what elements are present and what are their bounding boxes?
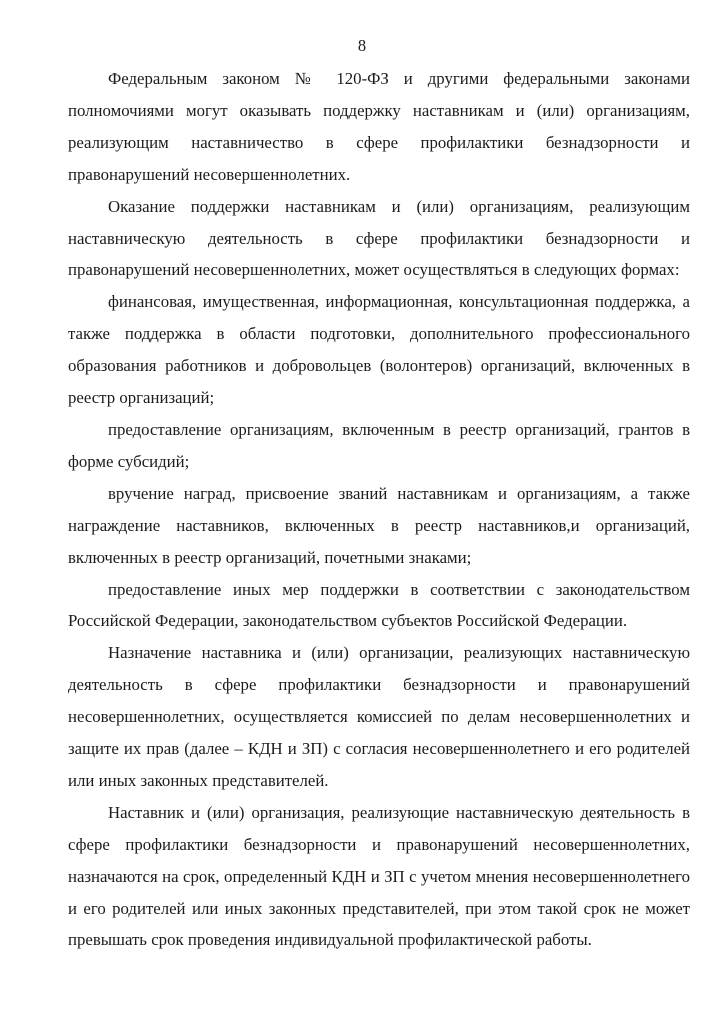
paragraph: финансовая, имущественная, информационная, консультационная поддержка, а также поддержка в области подготовки, дополнительного профессионального образования работников и добровольцев (волонтеров) организаций, включенных в реестр организаций;	[68, 292, 690, 408]
paragraph: вручение наград, присвоение званий наставникам и организациям, а также награждение наставников, включенных в реестр наставников,и организаций, включенных в реестр организаций, почетными знаками;	[68, 483, 690, 567]
paragraph: предоставление организациям, включенным в реестр организаций, грантов в форме субсидий;	[68, 419, 690, 471]
paragraph: Оказание поддержки наставникам и (или) организациям, реализующим наставническую деятельность в сфере профилактики безнадзорности и правонарушений несовершеннолетних, может осуществляться в следующих формах:	[68, 196, 690, 280]
paragraph: Наставник и (или) организация, реализующие наставническую деятельность в сфере профилактики безнадзорности и правонарушений несовершеннолетних, назначаются на срок, определенный КДН и ЗП с учетом мнения несовершеннолетнего и его родителей или иных законных представителей, при этом такой срок не может превышать срок проведения индивидуальной профилактической работы.	[68, 802, 690, 950]
paragraph: Назначение наставника и (или) организации, реализующих наставническую деятельность в сфере профилактики безнадзорности и правонарушений несовершеннолетних, осуществляется комиссией по делам несовершеннолетних и защите их прав (далее – КДН и ЗП) с согласия несовершеннолетнего и его родителей или иных законных представителей.	[68, 643, 690, 790]
document-body	[68, 63, 690, 956]
paragraph: предоставление иных мер поддержки в соответствии с законодательством Российской Федерации, законодательством субъектов Российской Федерации.	[68, 579, 690, 631]
paragraph: Федеральным законом № 120-ФЗ и другими федеральными законами полномочиями могут оказывать поддержку наставникам и (или) организациям, реализующим наставничество в сфере профилактики безнадзорности и правонарушений несовершеннолетних.	[68, 69, 690, 184]
page-number: 8	[357, 36, 367, 55]
